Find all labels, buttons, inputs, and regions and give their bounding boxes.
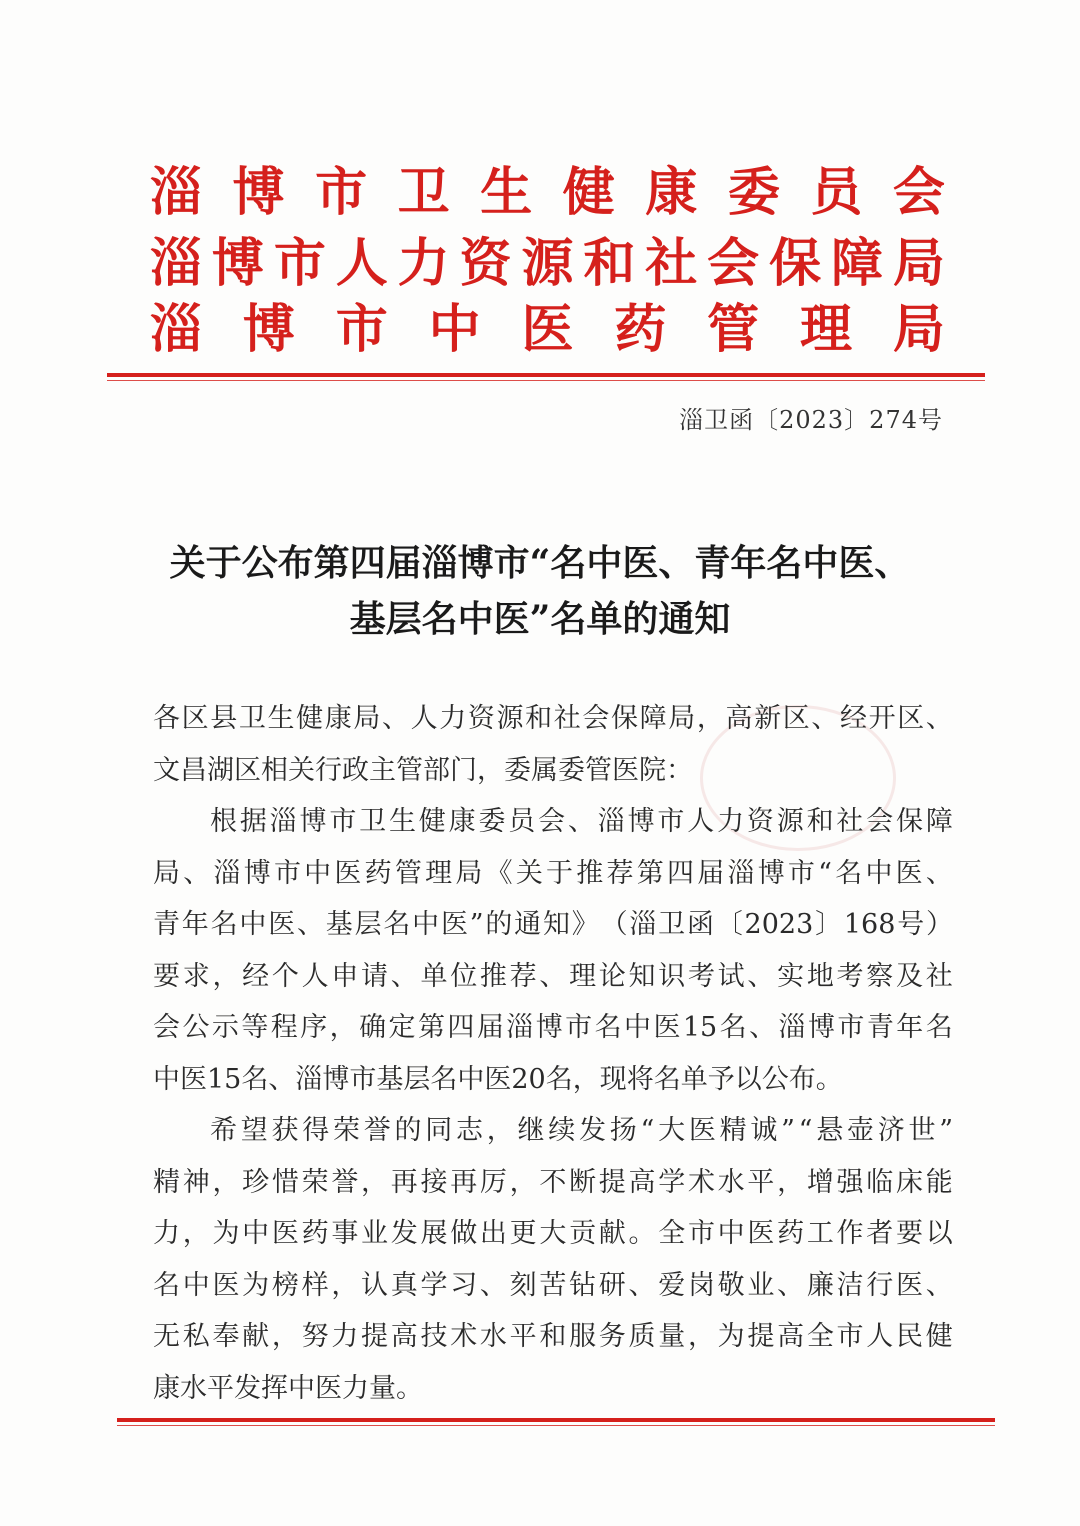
body-line: 会 公 示 等 程 序 ， 确 定 第 四 届 淄 博 市 名 中 医 15 名 、 淄 博 市 青 年 名 (153, 1012, 953, 1043)
footer-divider-thin (117, 1425, 995, 1426)
body-line: 局 、 淄 博 市 中 医 药 管 理 局 《 关 于 推 荐 第 四 届 淄 博 市 “ 名 中 医 、 (153, 857, 953, 889)
title-line-1: 关于公布第四届淄博市“名中医、青年名中医、 (169, 542, 911, 584)
body-line: 无 私 奉 献 ， 努 力 提 高 技 术 水 平 和 服 务 质 量 ， 为 提 高 全 市 人 民 健 (153, 1321, 953, 1352)
body-line: 文 昌 湖 区 相 关 行 政 主 管 部 门 ， 委 属 委 管 医 院 ： (153, 754, 693, 786)
issuer-tcm-administration: 淄 博 市 中 医 药 管 理 局 (150, 299, 945, 360)
footer-divider (117, 1418, 995, 1422)
body-line: 根 据 淄 博 市 卫 生 健 康 委 员 会 、 淄 博 市 人 力 资 源 和 社 会 保 障 (210, 806, 953, 837)
issuer-hr-social-security: 淄 博 市 人 力 资 源 和 社 会 保 障 局 (150, 233, 945, 294)
document-number: 淄卫函〔2023〕274号 (679, 406, 943, 434)
title-line-2: 基层名中医”名单的通知 (349, 598, 731, 640)
body-line: 康 水 平 发 挥 中 医 力 量 。 (153, 1372, 423, 1404)
body-line: 精 神 ， 珍 惜 荣 誉 ， 再 接 再 厉 ， 不 断 提 高 学 术 水 平 ， 增 强 临 床 能 (153, 1166, 953, 1198)
issuer-health-commission: 淄 博 市 卫 生 健 康 委 员 会 (150, 162, 945, 223)
document-title (100, 535, 980, 647)
body-line: 希 望 获 得 荣 誉 的 同 志 ， 继 续 发 扬 “ 大 医 精 诚 ” “ 悬 壶 济 世 ” (210, 1115, 953, 1146)
body-line: 力 ， 为 中 医 药 事 业 发 展 做 出 更 大 贡 献 。 全 市 中 医 药 工 作 者 要 以 (153, 1218, 953, 1249)
document-body (153, 693, 953, 1414)
body-line: 中 医 15 名 、 淄 博 市 基 层 名 中 医 20 名 ， 现 将 名 单 予 以 公 布 。 (153, 1063, 843, 1095)
header-divider-thin (107, 380, 985, 381)
body-line: 要 求 ， 经 个 人 申 请 、 单 位 推 荐 、 理 论 知 识 考 试 、 实 地 考 察 及 社 (153, 960, 953, 992)
body-line: 各 区 县 卫 生 健 康 局 、 人 力 资 源 和 社 会 保 障 局 ， 高 新 区 、 经 开 区 、 (153, 703, 953, 734)
body-line: 名 中 医 为 榜 样 ， 认 真 学 习 、 刻 苦 钻 研 、 爱 岗 敬 业 、 廉 洁 行 医 、 (153, 1269, 953, 1301)
header-divider (107, 373, 985, 377)
body-line: 青 年 名 中 医 、 基 层 名 中 医 ” 的 通 知 》 （ 淄 卫 函 〔 2023 〕 168 号 ） (153, 909, 953, 940)
